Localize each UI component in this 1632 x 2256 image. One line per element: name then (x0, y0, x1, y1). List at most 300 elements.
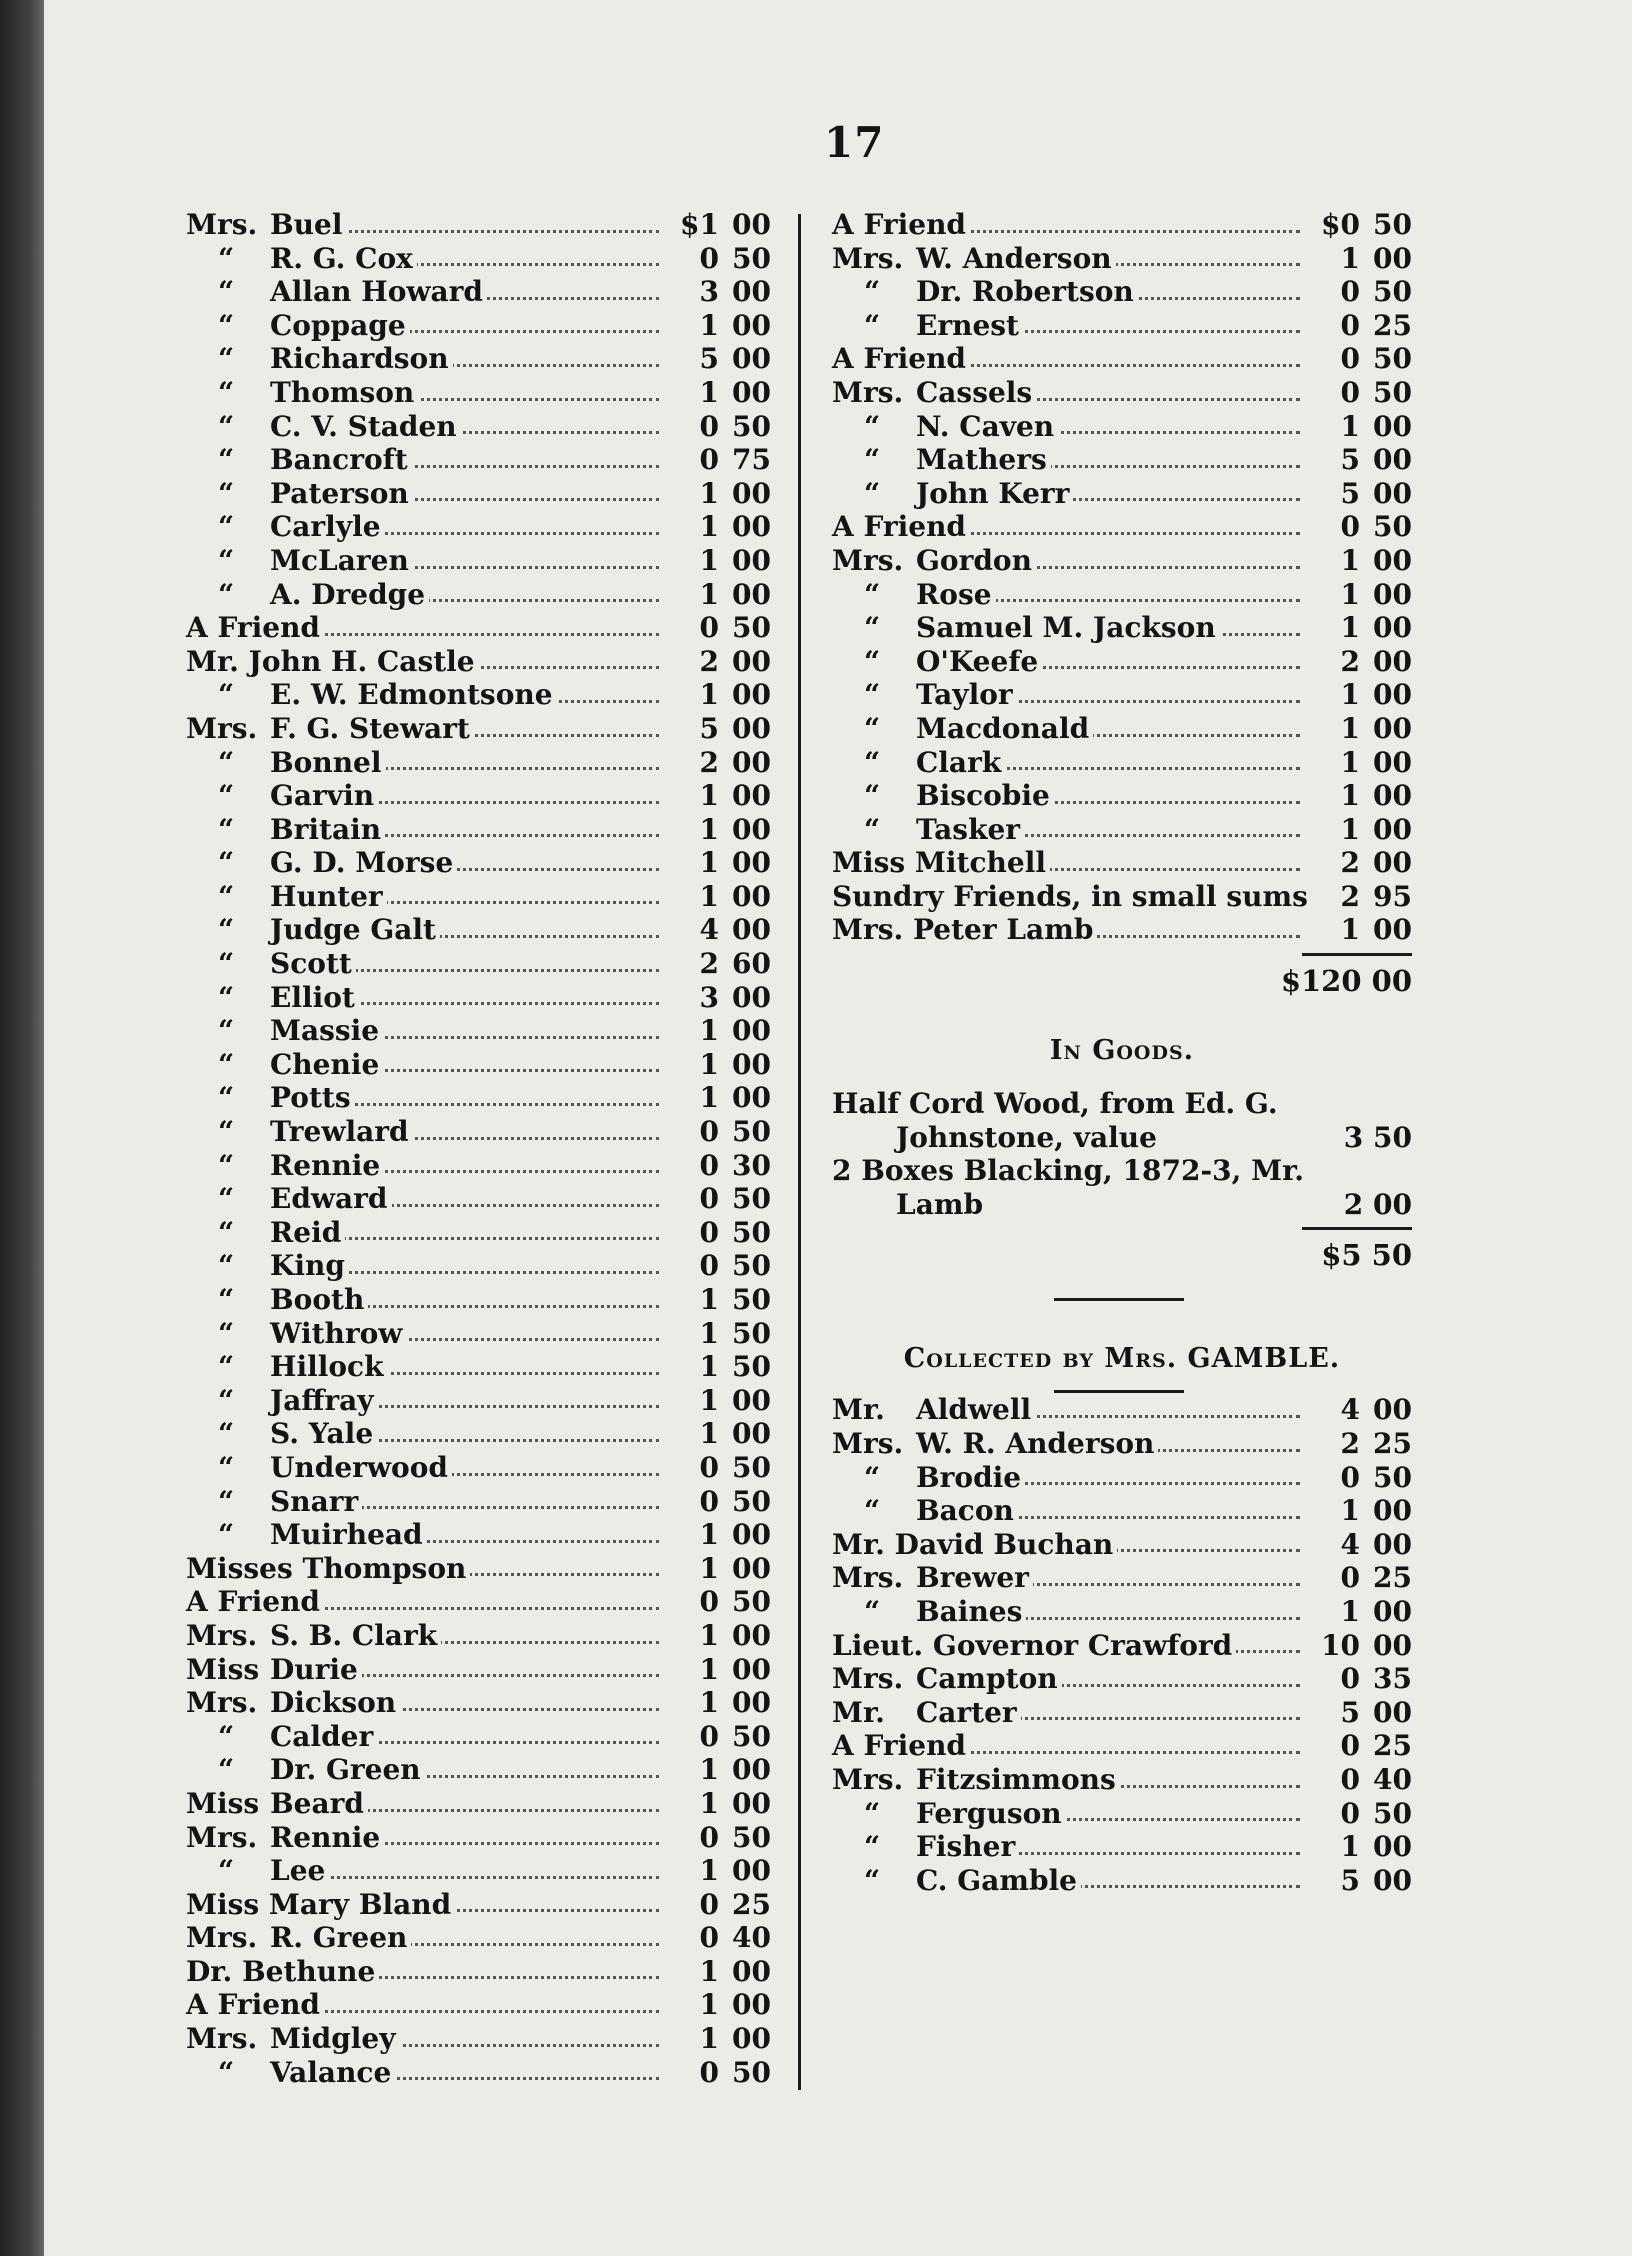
amount-cents: 00 (1373, 745, 1412, 779)
amount-dollars: 0 (1340, 342, 1360, 376)
donor-name-group (832, 1528, 1117, 1562)
donor-name-group (186, 1149, 384, 1183)
ditto-mark: “ (186, 242, 270, 276)
donor-title: Mr. (832, 1393, 916, 1427)
donor-row (186, 242, 771, 276)
donor-row (832, 1763, 1412, 1797)
donor-title: Mrs. (186, 1821, 270, 1855)
donor-title: Mrs. (832, 1662, 916, 1696)
donation-amount (659, 981, 771, 1015)
donor-name: Lee (270, 1854, 329, 1888)
donor-row (832, 309, 1412, 343)
amount-cents: 50 (1373, 342, 1412, 376)
donor-row (186, 1451, 771, 1485)
donor-row (186, 2056, 771, 2090)
donor-name-group (186, 645, 479, 679)
amount-dollars: 0 (699, 1115, 719, 1149)
donor-name-group (186, 1048, 383, 1082)
donor-name-group (186, 947, 356, 981)
donor-row (186, 1955, 771, 1989)
ditto-mark: “ (186, 410, 270, 444)
donor-name: Booth (270, 1283, 368, 1317)
gamble-heading-rule (832, 1381, 1412, 1393)
donor-row (186, 1552, 771, 1586)
amount-cents: 50 (732, 409, 771, 443)
donation-amount (1300, 846, 1412, 880)
amount-cents: 00 (1373, 1494, 1412, 1528)
donor-row (832, 1595, 1412, 1629)
donor-name-group (832, 1427, 1158, 1461)
goods-item-line (832, 1154, 1412, 1188)
donor-name: A. Dredge (270, 578, 429, 612)
ditto-mark: “ (832, 611, 916, 645)
ditto-mark: “ (832, 578, 916, 612)
ditto-mark: “ (186, 578, 270, 612)
donor-row (186, 1115, 771, 1149)
donation-amount (1300, 275, 1412, 309)
amount-dollars: 0 (699, 2055, 719, 2089)
donor-name-group (832, 1629, 1236, 1663)
donation-amount (659, 510, 771, 544)
amount-dollars: 1 (699, 476, 719, 510)
amount-cents: 00 (732, 812, 771, 846)
ditto-mark: “ (186, 1720, 270, 1754)
donor-name-group (832, 611, 1220, 645)
amount-cents: 00 (732, 980, 771, 1014)
amount-dollars: 1 (699, 577, 719, 611)
amount-dollars: 1 (699, 879, 719, 913)
donor-row (832, 813, 1412, 847)
right-donor-list (832, 208, 1412, 947)
donor-row (186, 578, 771, 612)
goods-heading: In Goods. (1049, 1035, 1195, 1067)
amount-cents: 25 (1373, 1729, 1412, 1763)
donor-name: Miss Mary Bland (186, 1888, 455, 1922)
donor-row (832, 712, 1412, 746)
amount-cents: 00 (732, 342, 771, 376)
donation-amount (1300, 611, 1412, 645)
amount-cents: 00 (732, 846, 771, 880)
donor-name: S. Yale (270, 1417, 377, 1451)
amount-dollars: 0 (699, 409, 719, 443)
donation-amount (1300, 1494, 1412, 1528)
donor-title: Mrs. (186, 1619, 270, 1653)
donor-name-group (832, 913, 1097, 947)
ditto-mark: “ (186, 1216, 270, 1250)
amount-cents: 50 (732, 1249, 771, 1283)
amount-cents: 50 (1373, 1796, 1412, 1830)
donor-name: Edward (270, 1182, 392, 1216)
donation-amount (659, 309, 771, 343)
donation-amount (659, 846, 771, 880)
section-separator (832, 1289, 1412, 1309)
ditto-mark: “ (186, 1182, 270, 1216)
goods-description-cont: Lamb (896, 1187, 984, 1221)
donation-amount (659, 1216, 771, 1250)
donor-row (186, 1384, 771, 1418)
goods-value: 2 00 (1343, 1187, 1412, 1221)
donor-name-group (186, 1451, 452, 1485)
donor-name-group (186, 1686, 400, 1720)
donor-name: Baines (916, 1595, 1026, 1629)
donor-name: Carter (916, 1696, 1021, 1730)
amount-cents: 50 (1373, 208, 1412, 241)
donor-name: S. B. Clark (270, 1619, 441, 1653)
donor-name-group (186, 1384, 378, 1418)
amount-cents: 00 (732, 476, 771, 510)
amount-dollars: 0 (699, 1215, 719, 1249)
donation-amount (1300, 477, 1412, 511)
donor-name-group (186, 1350, 388, 1384)
donor-name-group (186, 1014, 383, 1048)
donation-amount (659, 1686, 771, 1720)
amount-dollars: 1 (699, 1686, 719, 1720)
donor-name-group (186, 443, 412, 477)
donor-name: Underwood (270, 1451, 452, 1485)
amount-dollars: 1 (699, 510, 719, 544)
donor-name: Bonnel (270, 746, 386, 780)
donor-name-group (832, 208, 970, 242)
donation-amount (659, 1955, 771, 1989)
goods-item-line (832, 1087, 1412, 1121)
amount-cents: 50 (732, 1820, 771, 1854)
donor-name-group (186, 1216, 345, 1250)
donor-name: W. Anderson (916, 242, 1116, 276)
amount-cents: 00 (732, 1014, 771, 1048)
amount-dollars: 1 (1340, 678, 1360, 712)
amount-dollars: 1 (699, 375, 719, 409)
donor-name: Clark (916, 746, 1005, 780)
donor-name-group (186, 275, 487, 309)
donor-row (186, 342, 771, 376)
donor-name: Allan Howard (270, 275, 487, 309)
ditto-mark: “ (186, 275, 270, 309)
donation-amount (659, 913, 771, 947)
amount-dollars: 0 (699, 1148, 719, 1182)
amount-cents: 50 (732, 241, 771, 275)
donor-row (186, 1888, 771, 1922)
donor-name: Judge Galt (270, 913, 440, 947)
amount-cents: 00 (1373, 1695, 1412, 1729)
donation-amount (659, 2056, 771, 2090)
donor-name: Trewlard (270, 1115, 413, 1149)
donor-name-group (186, 1821, 384, 1855)
amount-cents: 00 (1373, 913, 1412, 947)
amount-cents: 00 (732, 779, 771, 813)
donor-row (186, 309, 771, 343)
donation-amount (659, 1451, 771, 1485)
amount-cents: 00 (732, 2022, 771, 2056)
donation-amount (1300, 746, 1412, 780)
donor-name: Coppage (270, 309, 410, 343)
donor-row (832, 913, 1412, 947)
ditto-mark: “ (832, 813, 916, 847)
amount-cents: 25 (1373, 1561, 1412, 1595)
donor-name-group (832, 1662, 1062, 1696)
donor-name: Fisher (916, 1830, 1019, 1864)
donor-name-group (186, 1417, 377, 1451)
ditto-mark: “ (186, 1485, 270, 1519)
donor-title: Mrs. (186, 2022, 270, 2056)
donor-row (832, 1561, 1412, 1595)
donation-amount (659, 1384, 771, 1418)
ditto-mark: “ (186, 1317, 270, 1351)
donor-row (186, 1653, 771, 1687)
donor-row (186, 1048, 771, 1082)
amount-dollars: 1 (1340, 913, 1360, 947)
donor-name: Elliot (270, 981, 359, 1015)
donor-name: Buel (270, 208, 346, 242)
donor-name-group (186, 611, 324, 645)
donation-amount (1300, 1528, 1412, 1562)
donor-row (832, 1797, 1412, 1831)
donor-name: King (270, 1249, 349, 1283)
amount-dollars: 5 (1340, 1695, 1360, 1729)
donation-amount (659, 645, 771, 679)
donation-amount (1300, 645, 1412, 679)
donor-row (832, 477, 1412, 511)
donation-amount (1300, 208, 1412, 242)
amount-cents: 50 (732, 1115, 771, 1149)
donor-row (186, 947, 771, 981)
amount-dollars: 1 (1340, 1830, 1360, 1864)
ditto-mark: “ (186, 477, 270, 511)
donation-amount (659, 1182, 771, 1216)
donor-row (186, 410, 771, 444)
ditto-mark: “ (186, 880, 270, 914)
donation-amount (659, 746, 771, 780)
ditto-mark: “ (832, 410, 916, 444)
donation-amount (1300, 1763, 1412, 1797)
donor-name-group (832, 410, 1058, 444)
donor-name: Carlyle (270, 510, 385, 544)
donor-row (186, 779, 771, 813)
amount-cents: 40 (732, 1921, 771, 1955)
ditto-mark: “ (832, 1830, 916, 1864)
ditto-mark: “ (186, 1249, 270, 1283)
amount-dollars: 1 (1340, 241, 1360, 275)
donor-name: A Friend (832, 208, 970, 242)
ditto-mark: “ (832, 1797, 916, 1831)
amount-dollars: 3 (699, 980, 719, 1014)
donor-row (186, 443, 771, 477)
ditto-mark: “ (186, 746, 270, 780)
page-number: 17 (824, 118, 885, 167)
donor-name: Calder (270, 1720, 377, 1754)
donor-row (832, 578, 1412, 612)
amount-dollars: 0 (1340, 375, 1360, 409)
amount-dollars: 0 (699, 1182, 719, 1216)
donation-amount (1300, 1729, 1412, 1763)
donor-name: Bacon (916, 1494, 1018, 1528)
amount-cents: 00 (1373, 1527, 1412, 1561)
donor-name-group (186, 2056, 395, 2090)
donor-row (186, 678, 771, 712)
goods-total (832, 1235, 1412, 1275)
donor-name-group (186, 1888, 455, 1922)
donation-amount (659, 1720, 771, 1754)
donor-name-group (186, 1854, 329, 1888)
donor-name-group (832, 1393, 1035, 1427)
amount-cents: 50 (732, 1585, 771, 1619)
donor-row (832, 678, 1412, 712)
donation-amount (659, 477, 771, 511)
amount-cents: 50 (732, 1283, 771, 1316)
donor-name-group (186, 1619, 441, 1653)
amount-dollars: 1 (699, 1047, 719, 1081)
donation-amount (659, 1417, 771, 1451)
amount-dollars: 0 (699, 1820, 719, 1854)
amount-cents: 00 (1373, 644, 1412, 678)
amount-cents: 50 (732, 1182, 771, 1216)
amount-dollars: 0 (699, 611, 719, 645)
ditto-mark: “ (832, 1461, 916, 1495)
donor-name: Rennie (270, 1149, 384, 1183)
donation-amount (659, 208, 771, 242)
amount-dollars: 1 (1340, 745, 1360, 779)
donor-name-group (186, 1955, 379, 1989)
donation-amount (1300, 578, 1412, 612)
donor-name: G. D. Morse (270, 846, 457, 880)
amount-cents: 00 (732, 1081, 771, 1115)
donation-amount (659, 678, 771, 712)
donor-row (186, 1485, 771, 1519)
ditto-mark: “ (186, 1451, 270, 1485)
donor-name-group (186, 746, 386, 780)
donor-row (832, 242, 1412, 276)
donor-name-group (186, 1552, 470, 1586)
donor-title: Mrs. (832, 544, 916, 578)
ditto-mark: “ (832, 712, 916, 746)
donor-name-group (832, 342, 970, 376)
ditto-mark: “ (186, 1854, 270, 1888)
amount-cents: 00 (732, 1618, 771, 1652)
donation-amount (1300, 678, 1412, 712)
donor-name-group (832, 1461, 1025, 1495)
amount-cents: 00 (732, 1047, 771, 1081)
donor-name-group (186, 813, 385, 847)
donation-amount (659, 1518, 771, 1552)
amount-dollars: 1 (1340, 711, 1360, 745)
amount-cents: 60 (732, 947, 771, 981)
donation-amount (659, 342, 771, 376)
total-rule (832, 947, 1412, 961)
goods-description-cont: Johnstone, value (896, 1120, 1157, 1154)
donor-name: Durie (270, 1653, 362, 1687)
amount-cents: 00 (1373, 241, 1412, 275)
amount-dollars: 1 (699, 1988, 719, 2022)
amount-dollars: 1 (699, 308, 719, 342)
donation-amount (659, 1854, 771, 1888)
donor-name-group (186, 410, 461, 444)
amount-dollars: 1 (1340, 611, 1360, 645)
amount-cents: 00 (1373, 1595, 1412, 1628)
goods-item-line (832, 1188, 1412, 1222)
donor-row (186, 208, 771, 242)
amount-dollars: 1 (699, 1316, 719, 1350)
donation-amount (659, 1585, 771, 1619)
donor-name: N. Caven (916, 410, 1058, 444)
donor-row (832, 376, 1412, 410)
goods-list (832, 1087, 1412, 1221)
donor-name-group (186, 578, 429, 612)
amount-dollars: 1 (699, 1618, 719, 1652)
donation-amount (1300, 913, 1412, 947)
amount-cents: 35 (1373, 1662, 1412, 1696)
amount-dollars: 0 (1340, 275, 1360, 309)
amount-cents: 00 (1373, 678, 1412, 712)
amount-cents: 00 (732, 644, 771, 678)
donor-name-group (832, 477, 1073, 511)
amount-dollars: 1 (699, 1786, 719, 1820)
donor-title: Mrs. (832, 1561, 916, 1595)
donor-name: Sundry Friends, in small sums (832, 880, 1312, 914)
amount-dollars: 0 (699, 1484, 719, 1518)
donor-row (832, 1461, 1412, 1495)
donor-name: John Kerr (916, 477, 1073, 511)
donation-amount (1300, 1797, 1412, 1831)
donor-name: Dr. Bethune (186, 1955, 379, 1989)
donor-row (186, 611, 771, 645)
donor-row (186, 1921, 771, 1955)
ditto-mark: “ (186, 913, 270, 947)
donation-amount (1300, 880, 1412, 914)
donor-name-group (832, 779, 1054, 813)
donation-amount (659, 1350, 771, 1384)
donor-title: Mrs. (832, 1427, 916, 1461)
donor-row (186, 510, 771, 544)
ditto-mark: “ (186, 1081, 270, 1115)
donor-name: Massie (270, 1014, 383, 1048)
ditto-mark: “ (832, 678, 916, 712)
ditto-mark: “ (832, 275, 916, 309)
amount-cents: 00 (732, 1652, 771, 1686)
ditto-mark: “ (186, 1283, 270, 1317)
donor-row (832, 544, 1412, 578)
amount-dollars: 2 (1340, 879, 1360, 913)
donor-name: Bancroft (270, 443, 412, 477)
donor-row (832, 880, 1412, 914)
donor-name-group (186, 1518, 427, 1552)
amount-dollars: 2 (1340, 846, 1360, 880)
column-divider (798, 214, 801, 2090)
donor-row (832, 779, 1412, 813)
donor-name-group (832, 1696, 1021, 1730)
donation-amount (659, 544, 771, 578)
amount-cents: 00 (732, 1518, 771, 1552)
donation-amount (1300, 1561, 1412, 1595)
donation-amount (1300, 1662, 1412, 1696)
ditto-mark: “ (186, 1014, 270, 1048)
ditto-mark: “ (186, 1115, 270, 1149)
donation-amount (659, 1081, 771, 1115)
donor-title: Mrs. (186, 208, 270, 242)
ditto-mark: “ (186, 1350, 270, 1384)
donor-name-group (186, 846, 457, 880)
amount-dollars: 1 (699, 779, 719, 813)
donation-amount (659, 1317, 771, 1351)
donor-name-group (186, 779, 378, 813)
donor-row (186, 1182, 771, 1216)
donation-amount (659, 712, 771, 746)
amount-cents: 30 (732, 1148, 771, 1182)
donor-name-group (186, 510, 385, 544)
amount-cents: 00 (1373, 779, 1412, 813)
amount-cents: 00 (1373, 409, 1412, 443)
ditto-mark: “ (186, 678, 270, 712)
donor-row (186, 1753, 771, 1787)
donor-name-group (832, 510, 970, 544)
